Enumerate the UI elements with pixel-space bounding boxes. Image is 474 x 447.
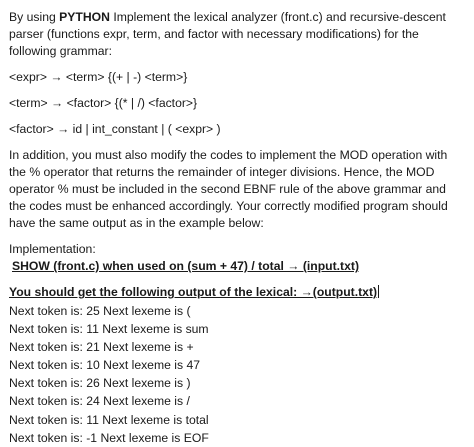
token-output-list xyxy=(9,302,466,447)
show-instruction xyxy=(9,258,466,275)
output-heading-text: You should get the following output of the lexical: →(output.txt) xyxy=(9,285,378,299)
implementation-label: Implementation: xyxy=(9,242,96,256)
intro-prefix: By using xyxy=(9,10,60,24)
intro-paragraph xyxy=(9,9,466,60)
token-line: Next token is: 24 Next lexeme is / xyxy=(9,394,190,409)
token-line: Next token is: 26 Next lexeme is ) xyxy=(9,376,191,391)
token-line: Next token is: 11 Next lexeme is sum xyxy=(9,322,209,337)
token-line: Next token is: -1 Next lexeme is EOF xyxy=(9,430,209,445)
token-line: Next token is: 21 Next lexeme is + xyxy=(9,340,194,355)
token-line: Next token is: 11 Next lexeme is total xyxy=(9,412,209,427)
text-cursor xyxy=(378,285,379,298)
language-keyword: PYTHON xyxy=(59,10,110,24)
addition-paragraph: In addition, you must also modify the codes to implement the MOD operation with the % operator that returns the remainder of integer divisions. Hence, the MOD operator % must be included in the second EBNF rule of the above grammar and the codes must be enhanced accordingly. Your correctly modified program should have the same output as in the example below: xyxy=(9,148,448,230)
token-line: Next token is: 10 Next lexeme is 47 xyxy=(9,358,201,373)
show-instruction-text: SHOW (front.c) when used on (sum + 47) / total → (input.txt) xyxy=(12,259,359,273)
token-line: Next token is: 25 Next lexeme is ( xyxy=(9,304,191,318)
intro-suffix: Implement the lexical analyzer (front.c) and recursive-descent parser (functions expr, term, and factor with necessary modifications) for the following grammar: xyxy=(9,10,446,58)
grammar-rule-factor: <factor> → id | int_constant | ( <expr> ) xyxy=(9,122,221,136)
grammar-rule-term: <term> → <factor> {(* | /) <factor>} xyxy=(9,96,198,110)
grammar-rule-expr: <expr> → <term> {(+ | -) <term>} xyxy=(9,70,188,84)
output-heading xyxy=(9,284,466,301)
